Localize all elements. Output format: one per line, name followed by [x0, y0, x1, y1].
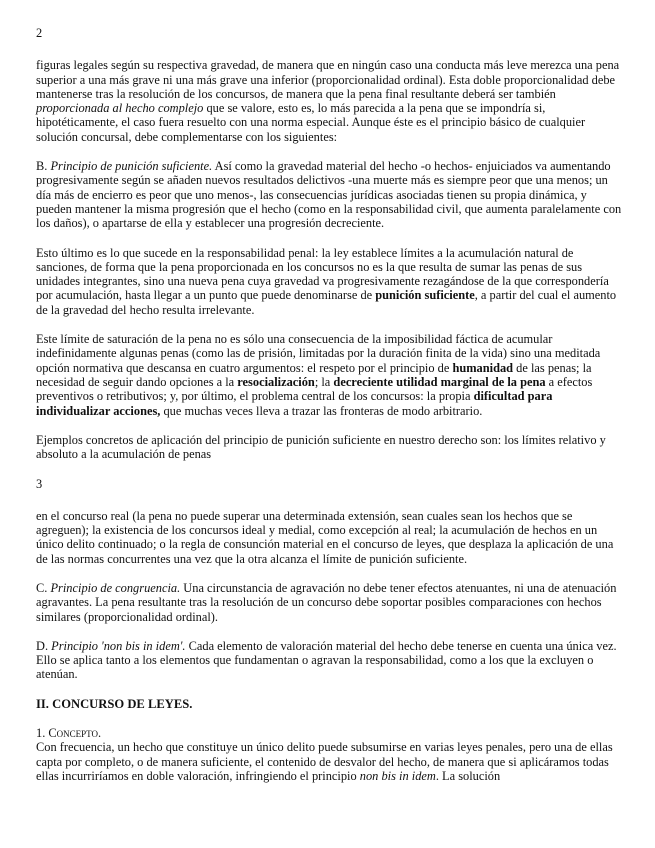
- paragraph-concurso-real: en el concurso real (la pena no puede superar una determinada extensión, sean cuales sean los hechos que se agreguen); la existencia de los concursos ideal y medial, como excepción al real; la acumulación de hechos en un único delito continuado; o la regla de consunción material en el concurso de leyes, que desplaza la aplicación de una de las normas concurrentes una vez que la otra alcanza el límite de punición suficiente.: [36, 508, 614, 566]
- bold-term: humanidad: [452, 360, 514, 375]
- principle-title: Principio de punición suficiente.: [50, 159, 213, 174]
- paragraph-ejemplos: Ejemplos concretos de aplicación del principio de punición suficiente en nuestro derecho son: los límites relativo y absoluto a la acumulación de penas: [36, 432, 606, 462]
- subsection-heading: 1. Concepto.: [36, 725, 102, 740]
- paragraph-responsabilidad-penal: Esto último es lo que sucede en la responsabilidad penal: la ley establece límites a la acumulación natural de sanciones, de forma que la pena proporcionada en los concursos no es la que resulta de sumar las penas de sus unidades integrantes, sino una nueva pena cuya gravedad va progresivamente rezagándose de la que correspondería por acumulación, hasta llegar a un punto que puede denominarse de punición suficiente, a partir del cual el aumento de la gravedad del hecho resulta irrelevante.: [36, 245, 617, 317]
- paragraph-principio-punicion: B. Principio de punición suficiente. Así como la gravedad material del hecho -o hechos- enjuiciados va aumentando progresivamente según se añaden nuevos resultados delictivos -una muerte más es siempre peor que una menos; un día más de encierro es peor que uno menos-, las consecuencias jurídicas asociadas tienen su propia dinámica, y pueden mantener la misma progresión que el hecho (como en la responsabilidad civil, que aumenta paralelamente con los daños), o apartarse de ella y establecer una progresión decreciente.: [36, 159, 622, 231]
- italic-phrase: non bis in idem: [359, 768, 436, 783]
- principle-title: Principio 'non bis in idem'.: [51, 638, 186, 653]
- subsection-title: Concepto.: [48, 725, 102, 740]
- section-heading: II. CONCURSO DE LEYES.: [36, 696, 193, 711]
- bold-term: punición suficiente: [375, 288, 475, 303]
- paragraph-principio-congruencia: C. Principio de congruencia. Una circunstancia de agravación no debe tener efectos atenuantes, ni una de atenuación agravantes. La pena resultante tras la resolución de un concurso debe soportar posibles comparaciones con hechos similares (proporcionalidad ordinal).: [36, 580, 617, 624]
- bold-term: decreciente utilidad marginal de la pena: [333, 374, 546, 389]
- paragraph-non-bis-in-idem: D. Principio 'non bis in idem'. Cada elemento de valoración material del hecho debe tenerse en cuenta una única vez. Ello se aplica tanto a los elementos que fundamentan o agravan la responsabilidad, como a los que la excluyen o atenúan.: [36, 638, 617, 682]
- paragraph-limite-saturacion: Este límite de saturación de la pena no es sólo una consecuencia de la imposibilidad fáctica de acumular indefinidamente algunas penas (como las de prisión, limitadas por la duración finita de la vida) sino una meditada opción normativa que descansa en cuatro argumentos: el respeto por el principio de humanidad de las penas; la necesidad de seguir dando opciones a la resocialización; la decreciente utilidad marginal de la pena a efectos preventivos o retributivos; y, por último, el problema central de los concursos: la propia dificultad para individualizar acciones, que muchas veces lleva a trazar las fronteras de modo arbitrario.: [36, 332, 601, 418]
- page-number: 3: [36, 477, 43, 492]
- bold-term: resocialización: [237, 374, 315, 389]
- paragraph-proporcionalidad: figuras legales según su respectiva gravedad, de manera que en ningún caso una conducta más leve merezca una pena superior a una más grave ni una más grave una inferior (proporcionalidad ordinal). Esta doble proporcionalidad debe mantenerse tras la resolución de los concursos, de manera que la pena final resultante deberá ser también proporcionada al hecho complejo que se valore, esto es, lo más parecida a la pena que se impondría si, hipotéticamente, el caso fuera resuelto con una norma especial. Aunque éste es el principio básico de cualquier solución concursal, debe complementarse con los siguientes:: [36, 58, 620, 144]
- page-number: 2: [36, 26, 43, 40]
- bold-term: dificultad para individualizar acciones,: [36, 389, 553, 418]
- italic-phrase: proporcionada al hecho complejo: [36, 101, 204, 116]
- principle-title: Principio de congruencia.: [50, 580, 181, 595]
- paragraph-concepto: Con frecuencia, un hecho que constituye un único delito puede subsumirse en varias leyes penales, pero una de ellas capta por completo, o de manera suficiente, el contenido de desvalor del hecho, de manera que si aplicáramos todas ellas incurriríamos en doble valoración, infringiendo el principio non bis in idem. La solución: [36, 740, 613, 783]
